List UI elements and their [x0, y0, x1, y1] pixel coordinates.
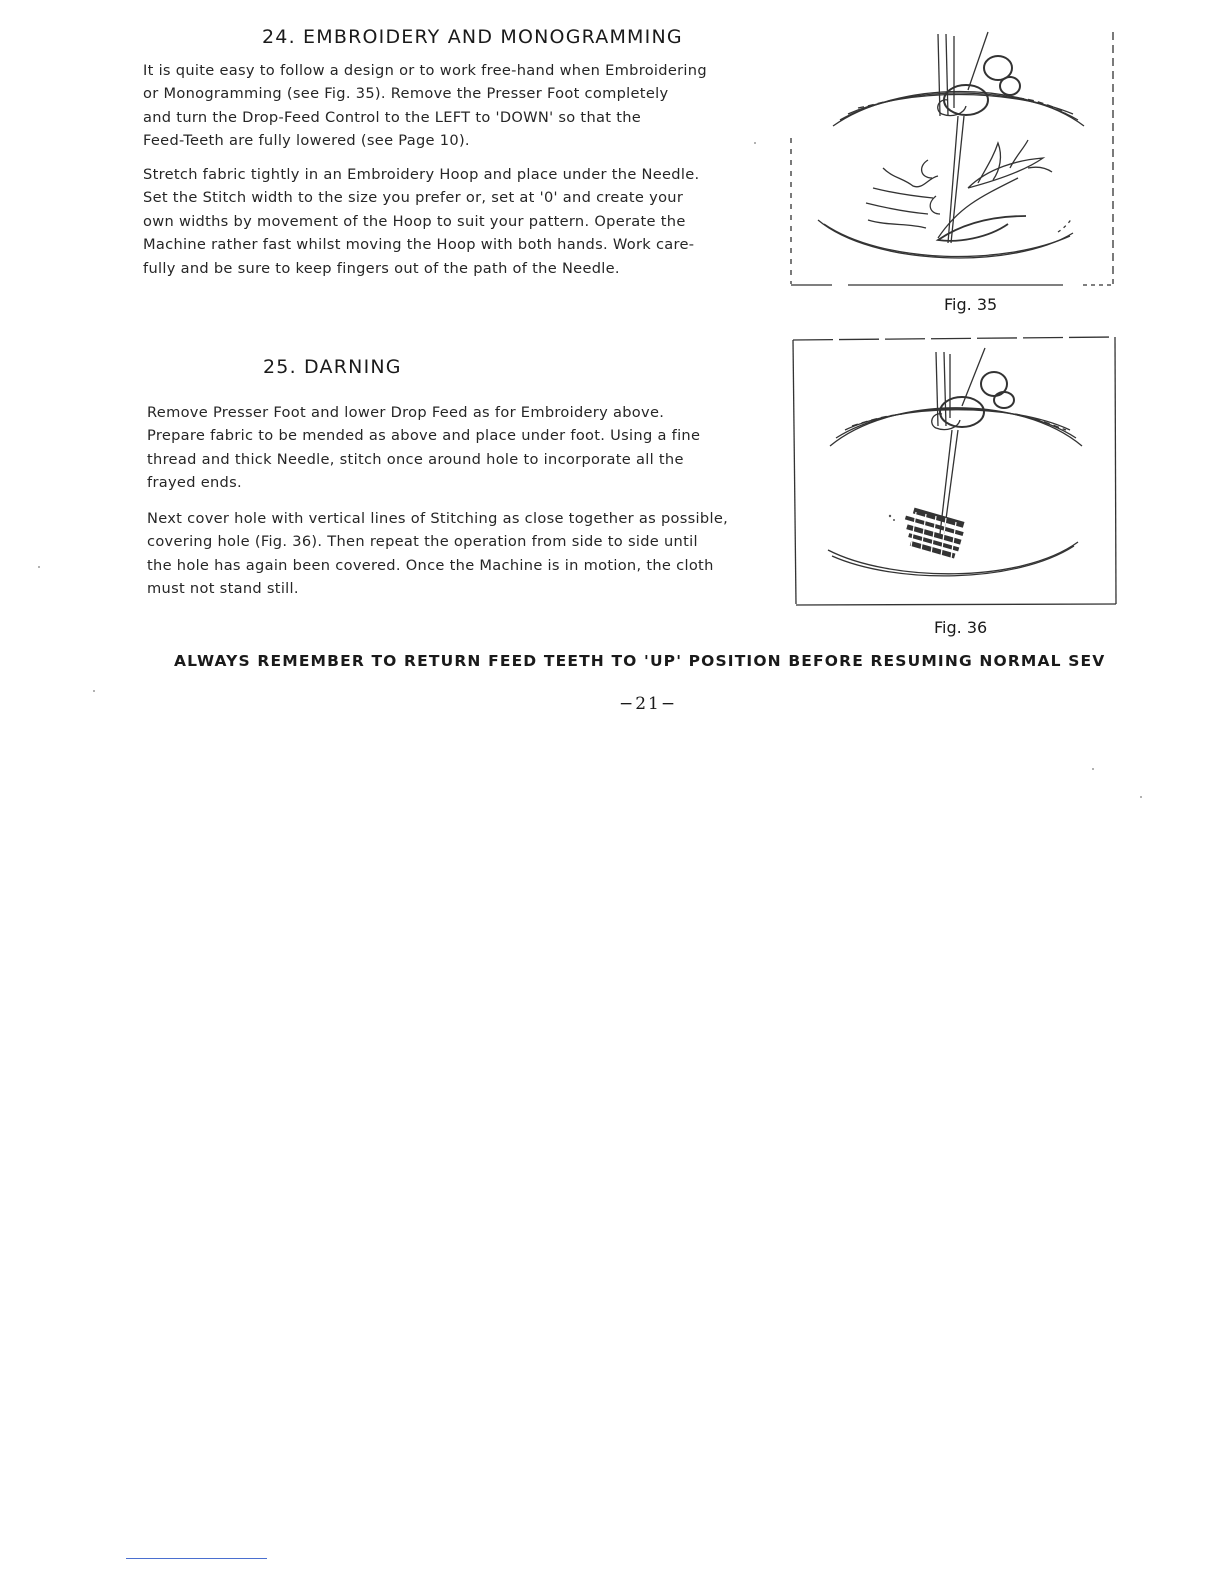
text-line: Stretch fabric tightly in an Embroidery Hoop and place under the Needle. — [143, 166, 700, 183]
text-line: covering hole (Fig. 36). Then repeat the operation from side to side until — [147, 533, 698, 551]
section-24-title: 24. EMBROIDERY AND MONOGRAMMING — [262, 26, 683, 48]
feed-teeth-reminder: ALWAYS REMEMBER TO RETURN FEED TEETH TO 'UP' POSITION BEFORE RESUMING NORMAL SEV — [174, 652, 1106, 670]
text-line: fully and be sure to keep fingers out of the path of the Needle. — [143, 259, 620, 277]
page-number: −21− — [619, 694, 678, 714]
scan-speck — [754, 142, 756, 144]
text-line: Set the Stitch width to the size you prefer or, set at '0' and create your — [143, 189, 684, 207]
scan-speck — [93, 690, 95, 692]
section-24-paragraph-1 — [143, 59, 741, 153]
scan-speck — [1092, 768, 1094, 770]
text-line: Next cover hole with vertical lines of Stitching as close together as possible, — [147, 510, 729, 527]
scan-speck — [1140, 796, 1142, 798]
section-25-title: 25. DARNING — [263, 356, 402, 378]
footnote-rule — [126, 1558, 267, 1559]
figure-36 — [790, 334, 1120, 609]
darning-hoop-illustration-icon — [790, 334, 1120, 609]
text-line: own widths by movement of the Hoop to suit your pattern. Operate the — [143, 212, 686, 230]
text-line: thread and thick Needle, stitch once around hole to incorporate all the — [147, 450, 684, 468]
text-line: and turn the Drop-Feed Control to the LEFT to 'DOWN' so that the — [143, 108, 642, 126]
text-line: or Monogramming (see Fig. 35). Remove the Presser Foot completely — [143, 85, 669, 103]
figure-35-caption: Fig. 35 — [944, 295, 998, 314]
text-line: frayed ends. — [147, 474, 242, 492]
text-line: Machine rather fast whilst moving the Hoop with both hands. Work care- — [143, 236, 695, 254]
section-25-paragraph-1 — [147, 401, 747, 495]
section-25-paragraph-2 — [147, 507, 748, 601]
scan-speck — [38, 566, 40, 568]
embroidery-hoop-illustration-icon — [788, 28, 1118, 290]
figure-35 — [788, 28, 1118, 290]
text-line: the hole has again been covered. Once the Machine is in motion, the cloth — [147, 556, 714, 574]
section-24-paragraph-2 — [143, 163, 743, 280]
text-line: Prepare fabric to be mended as above and place under foot. Using a fine — [147, 427, 701, 445]
text-line: must not stand still. — [147, 580, 299, 598]
text-line: Remove Presser Foot and lower Drop Feed as for Embroidery above. — [147, 404, 665, 421]
text-line: Feed-Teeth are fully lowered (see Page 10). — [143, 132, 470, 150]
figure-36-caption: Fig. 36 — [934, 618, 988, 637]
text-line: It is quite easy to follow a design or to work free-hand when Embroidering — [143, 62, 707, 79]
